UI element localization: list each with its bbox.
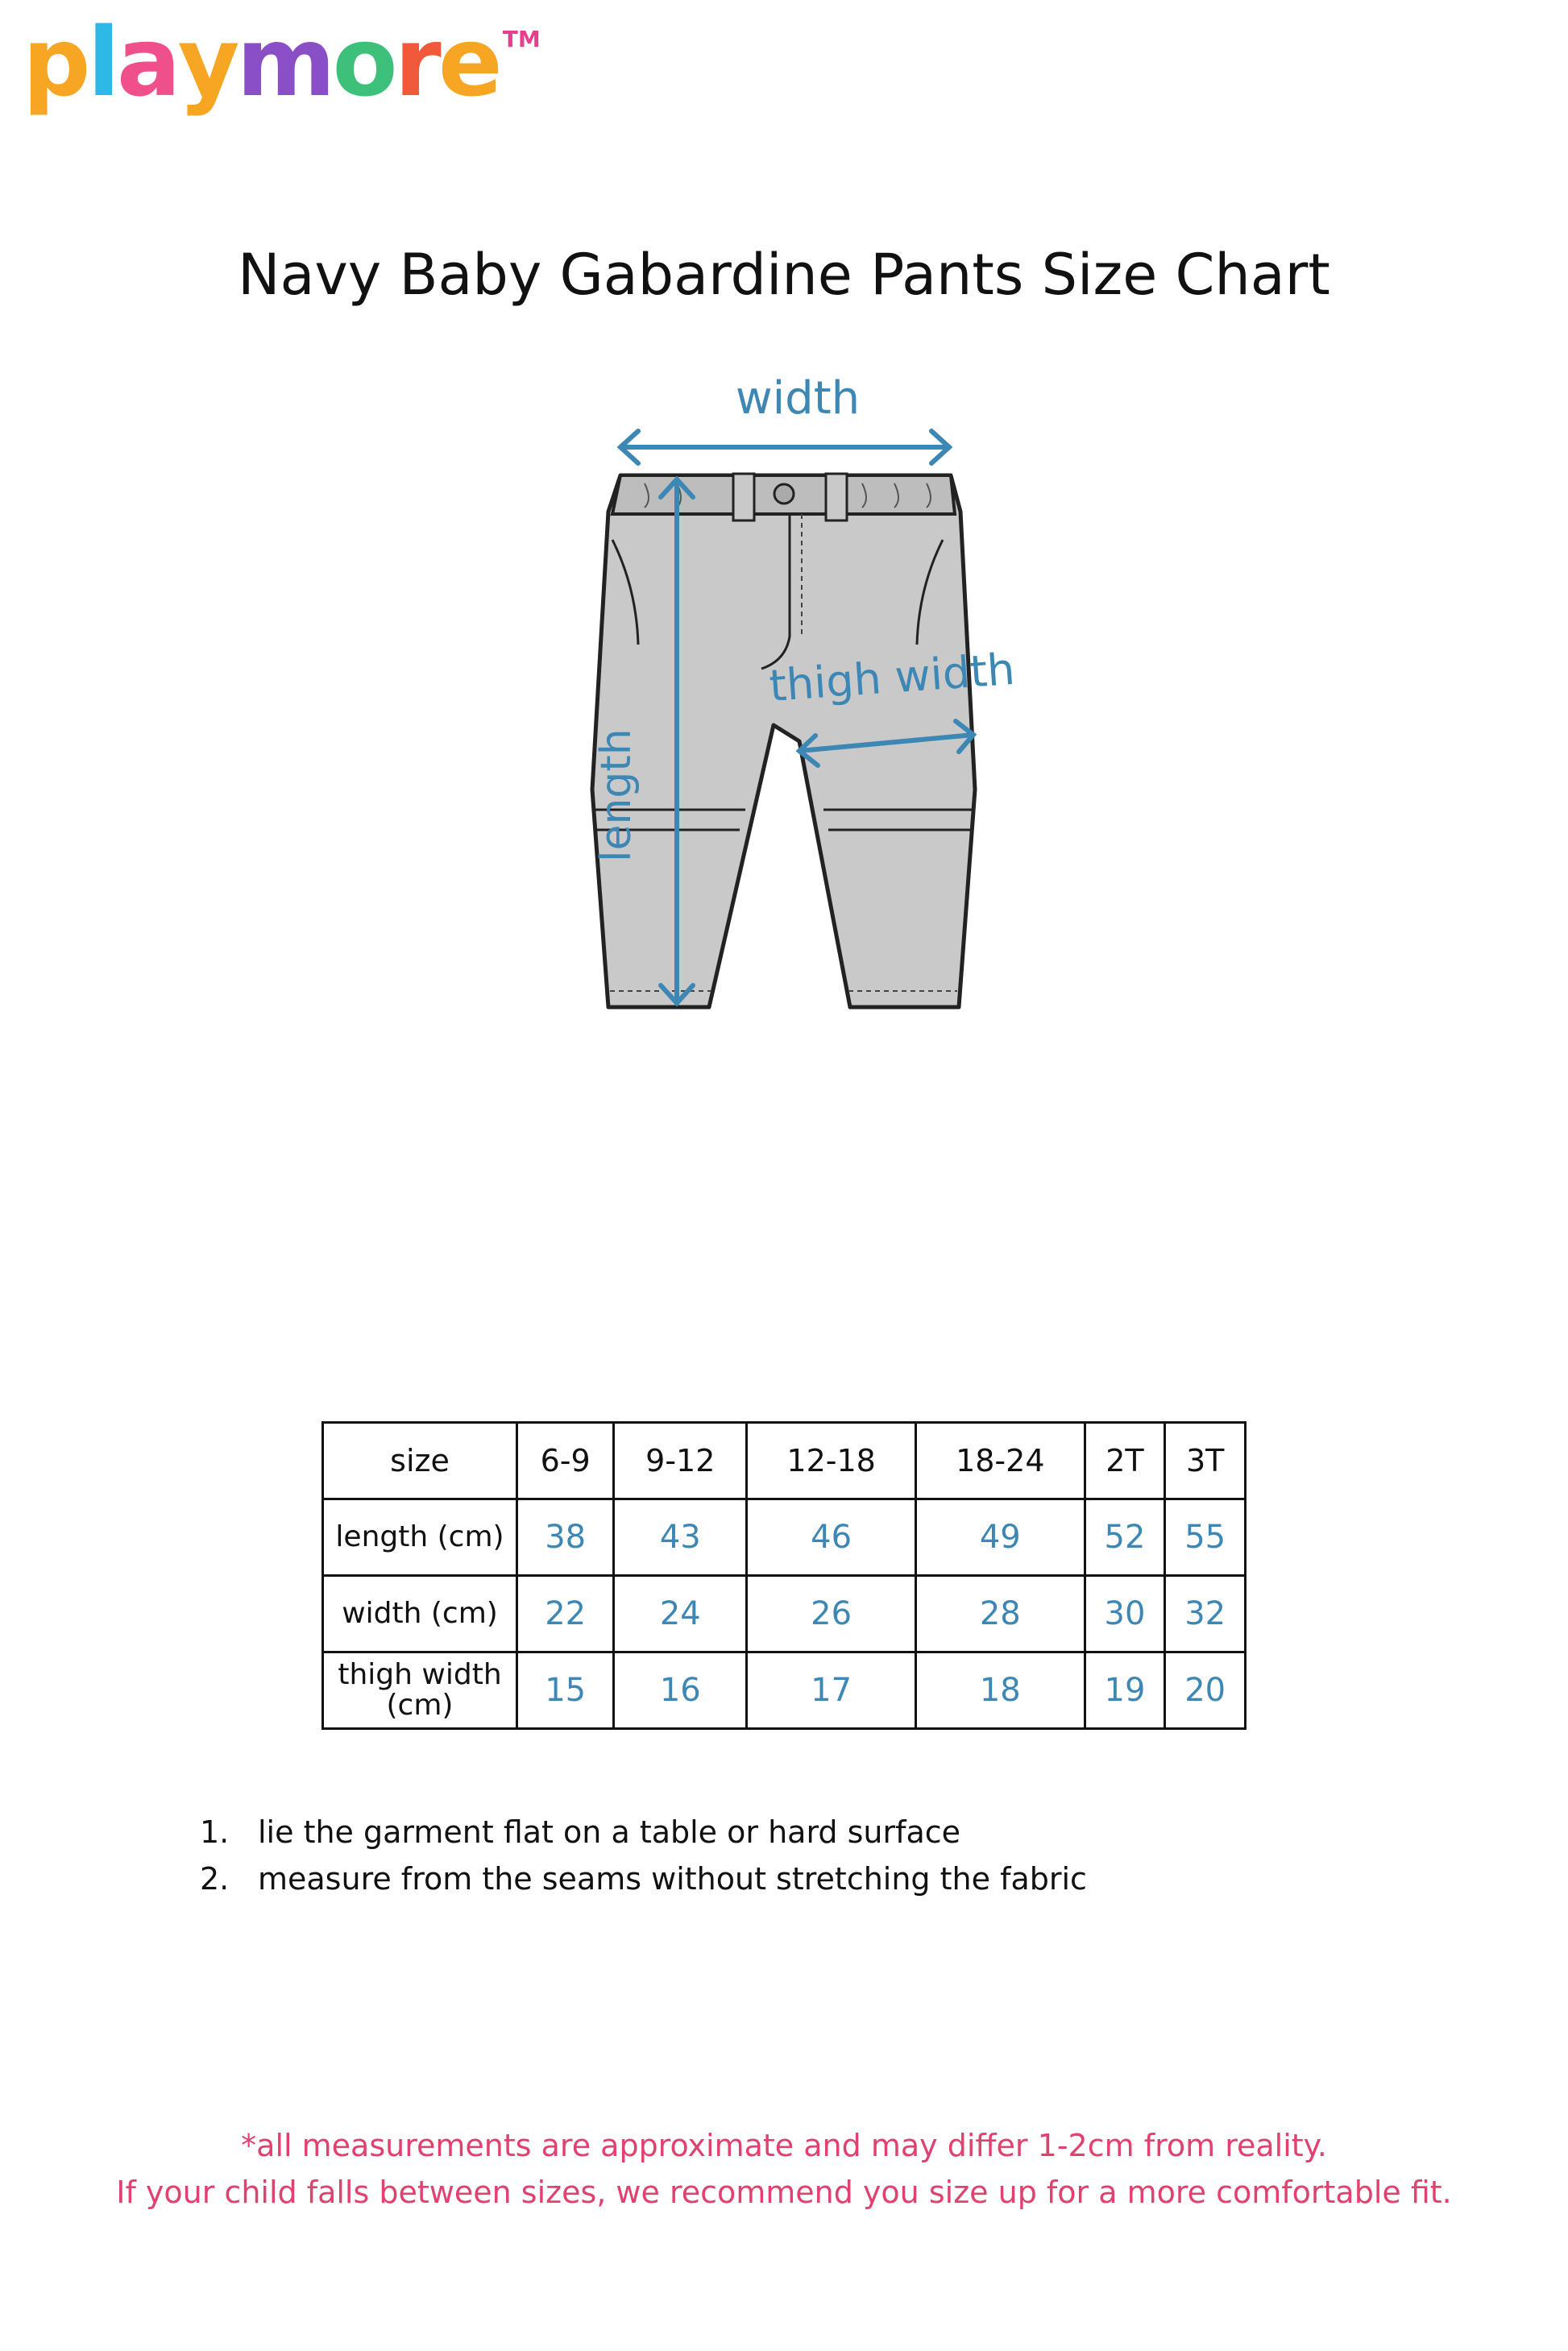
pants-diagram bbox=[588, 371, 1017, 1015]
disclaimer-line: *all measurements are approximate and may differ 1-2cm from reality. bbox=[241, 2128, 1327, 2163]
table-cell: 30 bbox=[1085, 1576, 1165, 1652]
logo-letter: e bbox=[438, 6, 500, 118]
table-cell: 49 bbox=[915, 1499, 1085, 1576]
table-cell: 17 bbox=[747, 1652, 916, 1729]
logo-letter: a bbox=[116, 6, 178, 118]
instruction-number: 2. bbox=[200, 1861, 230, 1897]
disclaimer-line: If your child falls between sizes, we recommend you size up for a more comfortable fit. bbox=[116, 2175, 1452, 2210]
width-label: width bbox=[735, 372, 861, 425]
row-label: width (cm) bbox=[323, 1576, 517, 1652]
logo-letter: l bbox=[87, 6, 117, 118]
table-cell: 18 bbox=[915, 1652, 1085, 1729]
table-cell: 55 bbox=[1165, 1499, 1246, 1576]
instruction-text: lie the garment flat on a table or hard surface bbox=[258, 1814, 961, 1850]
table-cell: 16 bbox=[614, 1652, 747, 1729]
table-cell: 19 bbox=[1085, 1652, 1165, 1729]
logo-letter: y bbox=[177, 6, 237, 118]
table-cell: 26 bbox=[747, 1576, 916, 1652]
table-cell: 46 bbox=[747, 1499, 916, 1576]
table-row bbox=[323, 1652, 1246, 1729]
table-cell: 15 bbox=[517, 1652, 614, 1729]
table-cell: 28 bbox=[915, 1576, 1085, 1652]
row-label: thigh width (cm) bbox=[323, 1652, 517, 1729]
row-label: length (cm) bbox=[323, 1499, 517, 1576]
logo-letter: m bbox=[236, 6, 333, 118]
size-column: 18-24 bbox=[915, 1423, 1085, 1499]
width-arrow bbox=[620, 431, 949, 463]
logo-letter: p bbox=[23, 6, 88, 118]
table-row bbox=[323, 1499, 1246, 1576]
logo-letter: r bbox=[394, 6, 438, 118]
table-cell: 22 bbox=[517, 1576, 614, 1652]
measuring-instructions bbox=[200, 1809, 1087, 1902]
thigh-width-label: thigh width bbox=[767, 643, 1017, 711]
page-title: Navy Baby Gabardine Pants Size Chart bbox=[238, 242, 1330, 308]
table-cell: 43 bbox=[614, 1499, 747, 1576]
table-header-row bbox=[323, 1423, 1246, 1499]
size-column: 2T bbox=[1085, 1423, 1165, 1499]
logo-letter: o bbox=[332, 6, 395, 118]
disclaimer bbox=[0, 2122, 1568, 2216]
instruction-item bbox=[200, 1809, 1087, 1856]
table-cell: 52 bbox=[1085, 1499, 1165, 1576]
table-cell: 24 bbox=[614, 1576, 747, 1652]
size-column: 6-9 bbox=[517, 1423, 614, 1499]
size-column: 3T bbox=[1165, 1423, 1246, 1499]
trademark-mark: TM bbox=[502, 26, 541, 52]
table-row bbox=[323, 1576, 1246, 1652]
instruction-text: measure from the seams without stretching the fabric bbox=[258, 1861, 1087, 1897]
size-chart-table bbox=[321, 1421, 1247, 1730]
table-cell: 32 bbox=[1165, 1576, 1246, 1652]
size-column: 9-12 bbox=[614, 1423, 747, 1499]
length-label: length bbox=[592, 728, 641, 862]
size-header: size bbox=[323, 1423, 517, 1499]
table-cell: 20 bbox=[1165, 1652, 1246, 1729]
instruction-item bbox=[200, 1856, 1087, 1902]
size-column: 12-18 bbox=[747, 1423, 916, 1499]
instruction-number: 1. bbox=[200, 1814, 230, 1850]
table-cell: 38 bbox=[517, 1499, 614, 1576]
brand-logo bbox=[23, 5, 541, 118]
button-icon bbox=[774, 484, 794, 504]
